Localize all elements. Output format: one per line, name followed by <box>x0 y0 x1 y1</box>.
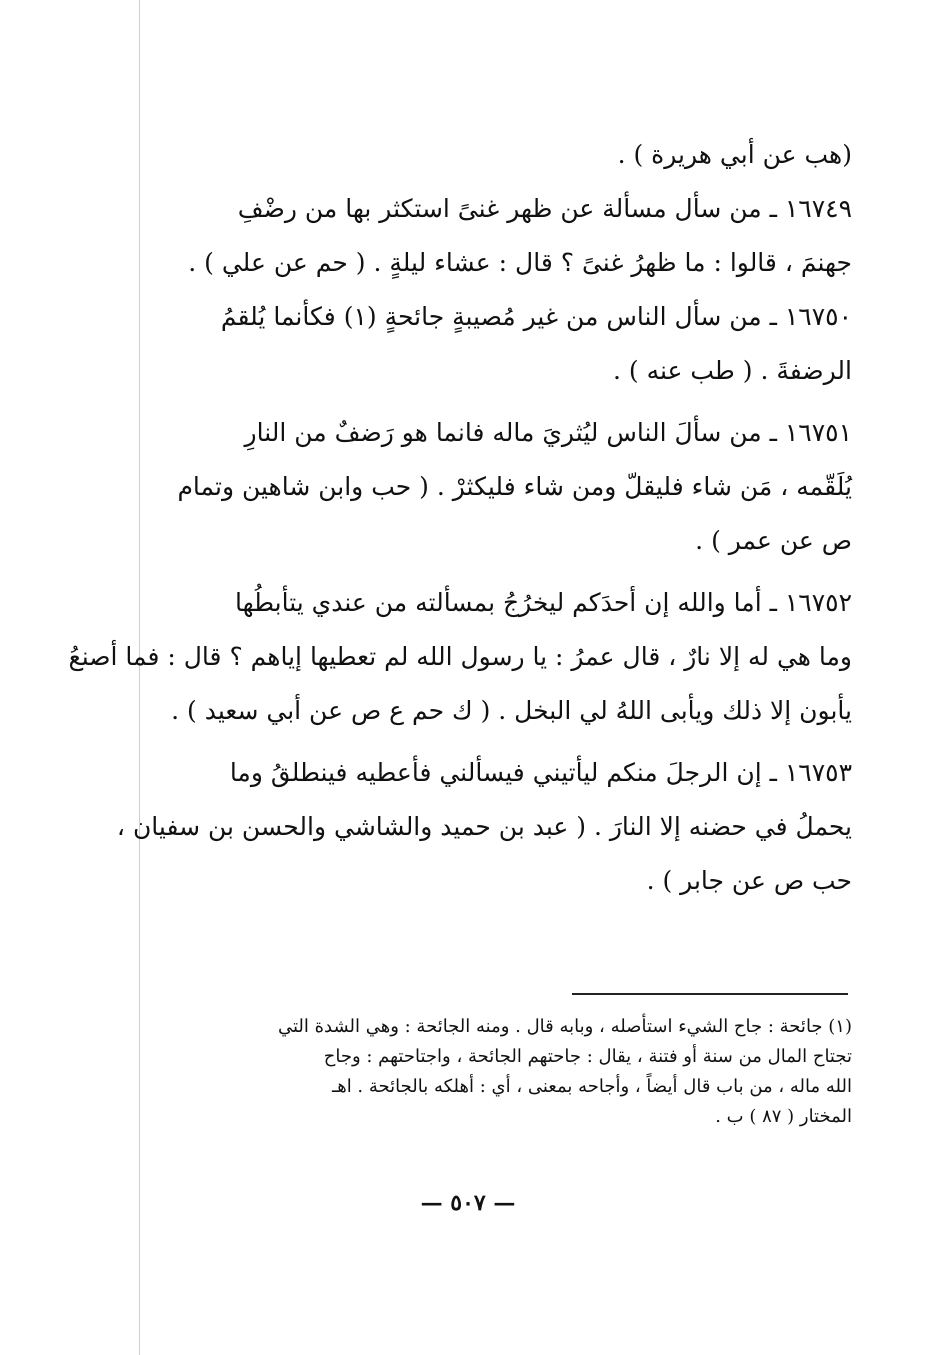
text-line: وما هي له إلا نارٌ ، قال عمرُ : يا رسول الله لم تعطيها إياهم ؟ قال : فما أصنعُ <box>68 642 852 671</box>
text-line: حب ص عن جابر ) . <box>646 866 852 895</box>
page-number: — ٥٠٧ — <box>420 1190 516 1216</box>
text-line: جهنمَ ، قالوا : ما ظهرُ غنىً ؟ قال : عشاء ليلةٍ . ( حم عن علي ) . <box>188 248 852 277</box>
text-line: ص عن عمر ) . <box>695 526 852 555</box>
hadith-16753-line: ١٦٧٥٣ ـ إن الرجلَ منكم ليأتيني فيسألني فأعطيه فينطلقُ وما <box>229 758 852 787</box>
hadith-16752-line: ١٦٧٥٢ ـ أما والله إن أحدَكم ليخرُجُ بمسألته من عندي يتأبطُها <box>235 588 852 617</box>
hadith-16749-line: ١٦٧٤٩ ـ من سأل مسألة عن ظهر غنىً استكثر بها من رضْفِ <box>237 194 852 223</box>
text-line: الرضفةَ . ( طب عنه ) . <box>612 356 852 385</box>
footnote <box>152 1012 852 1132</box>
text-line: يُلَقّمه ، مَن شاء فليقلّ ومن شاء فليكثرْ . ( حب وابن شاهين وتمام <box>177 472 852 501</box>
footnote-divider <box>572 993 848 995</box>
footnote-line: الله ماله ، من باب قال أيضاً ، وأجاحه بمعنى ، أي : أهلكه بالجائحة . اهـ <box>331 1076 852 1097</box>
text-line: يحملُ في حضنه إلا النارَ . ( عبد بن حميد والشاشي والحسن بن سفيان ، <box>116 812 852 841</box>
footnote-line: تجتاح المال من سنة أو فتنة ، يقال : جاحتهم الجائحة ، واجتاحتهم : وجاح <box>323 1046 852 1067</box>
hadith-16750-line: ١٦٧٥٠ ـ من سأل الناس من غير مُصيبةٍ جائحةٍ (١) فكأنما يُلقمُ <box>220 302 852 331</box>
main-text <box>68 128 852 908</box>
footnote-line: المختار ( ٨٧ ) ب . <box>715 1106 852 1127</box>
hadith-16751-line: ١٦٧٥١ ـ من سألَ الناس ليُثريَ ماله فانما هو رَضفٌ من النارِ <box>244 418 852 447</box>
text-line: (هب عن أبي هريرة ) . <box>617 140 852 169</box>
footnote-line: (١) جائحة : جاح الشيء استأصله ، وبابه قال . ومنه الجائحة : وهي الشدة التي <box>277 1016 852 1037</box>
text-line: يأبون إلا ذلك ويأبى اللهُ لي البخل . ( ك حم ع ص عن أبي سعيد ) . <box>171 696 852 725</box>
